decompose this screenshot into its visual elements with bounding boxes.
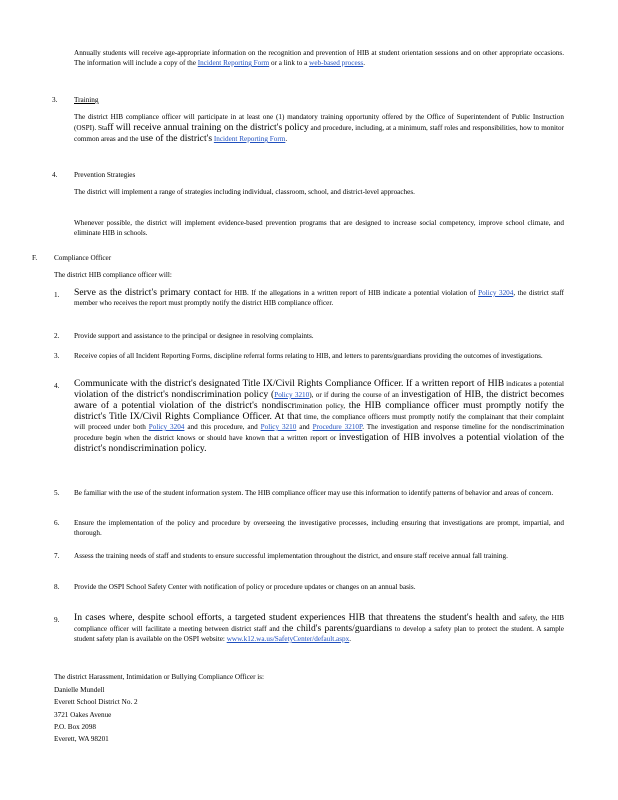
contact-intro: The district Harassment, Intimidation or Bullying Compliance Officer is: [54,673,265,681]
annual-paragraph [74,48,564,68]
item-4-large-8: investigation of HIB involves a potential violation of the district's nondiscrimination policy. [74,432,565,454]
section-f-label: F. [32,254,38,262]
item-9-text-2a: safety, the HIB compliance officer will facilitate a meeting between district staff and t [74,614,565,633]
training-paragraph [74,112,564,144]
annual-end: . [363,59,366,67]
item-4-text-6c: . The investigation and response timeline [362,423,486,431]
item-6-text: Ensure the implementation of the policy and procedure by overseeing the investigative processes, including ensuring that investigations are prompt, impartial, and thorough. [74,519,564,537]
item-4-large-4: the HIB compliance officer must promptly notify the district's Title IX/Civil Rights Compliance Officer. At that [74,400,565,422]
item-4-text-6a: and this procedure, and [187,423,258,431]
prevention-paragraph-1: The district will implement a range of strategies including individual, classroom, school, and district-level approaches. [74,188,415,196]
training-text-large: ff will receive annual training on the district's policy [107,122,309,133]
item-3-text: Receive copies of all Incident Reporting Forms, discipline referral forms relating to HIB, and letters to parents/guardians providing the outcomes of investigations. [74,352,543,360]
item-2-number: 2. [54,332,60,340]
item-4-text-5: time, the compliance officers must promptly notify the complainant that their complaint will proceed under both [74,413,564,431]
ospi-safety-center-link[interactable]: www.k12.wa.us/SafetyCenter/default.aspx [226,635,350,643]
contact-city: Everett, WA 98201 [54,735,109,743]
item-1-large-text: Serve as the district's primary contact [74,287,222,298]
incident-reporting-form-link[interactable]: Incident Reporting Form [197,59,270,67]
training-text-1: The district HIB compliance officer will participate in at least one (1) mandatory training opportunity offered by the Office of Superintendent of Public Instruction (OSPI). Sta [74,113,564,132]
section-4-number: 4. [52,171,58,179]
section-3-title: Training [74,96,99,104]
item-9-text-3: to develop a safety plan to protect the student. A sample student safety plan is available on the OSPI website: [74,625,564,643]
contact-name: Danielle Mundell [54,686,105,694]
procedure-3210p-link[interactable]: Procedure 3210P [312,423,363,431]
item-4-text-2a: indicates a potential [506,380,564,388]
item-4-text-7: for the nondiscrimination procedure begin when the district knows or should have known that a written report or [74,423,565,442]
prevention-paragraph-2: Whenever possible, the district will implement evidence-based prevention programs that are designed to increase social competency, improve school climate, and eliminate HIB in schools. [74,219,564,237]
annual-text: Annually students will receive age-appropriate information on the recognition and prevention of HIB at student orientation sessions and on other appropriate occasions. The information will include a copy of the [74,49,564,67]
item-4-large-2: violation of the district's nondiscrimination policy ( [74,389,275,400]
item-4-number: 4. [54,382,60,390]
item-8-text: Provide the OSPI School Safety Center with notification of policy or procedure updates or changes on an annual basis. [74,583,416,591]
item-1-text [74,287,564,308]
item-5-number: 5. [54,489,60,497]
item-7-text: Assess the training needs of staff and students to ensure successful implementation throughout the district, and ensure staff receive annual fall training. [74,552,508,560]
training-end: . [285,135,288,143]
training-incident-form-link[interactable]: Incident Reporting Form [213,135,286,143]
item-9-large-1: In cases where, despite school efforts, a targeted student experiences HIB that threatens the student's health and [74,612,517,623]
item-6-number: 6. [54,519,60,527]
policy-3210-link[interactable]: Policy 3210 [274,391,310,399]
policy-3204-link[interactable]: Policy 3204 [478,289,514,297]
section-4-title: Prevention Strategies [74,171,136,179]
item-8-number: 8. [54,583,60,591]
item-9-tail: . [349,635,351,643]
contact-org: Everett School District No. 2 [54,698,138,706]
contact-street: 3721 Oakes Avenue [54,711,112,719]
item-4-large-3: investigation of HIB, the district becomes aware of a potential violation of the district's nondiscr [74,389,564,411]
item-4-text [74,378,564,454]
web-based-process-link[interactable]: web-based process [309,59,364,67]
item-9-large-2: he child's parents/guardians [284,623,393,634]
section-f-title: Compliance Officer [54,254,112,262]
section-f-intro: The district HIB compliance officer will: [54,271,172,279]
item-2-text: Provide support and assistance to the principal or designee in resolving complaints. [74,332,314,340]
item-4-text-3b: imination policy, [294,402,346,410]
item-5-text: Be familiar with the use of the student information system. The HIB compliance officer may use this information to identify patterns of behavior and areas of concern. [74,489,554,497]
item-4-text-2b: ), or if during the course of an [309,391,399,399]
section-3-number: 3. [52,96,58,104]
item-7-number: 7. [54,552,60,560]
item-4-text-6b: and [299,423,310,431]
policy-3204-link-2[interactable]: Policy 3204 [148,423,185,431]
item-3-number: 3. [54,352,60,360]
annual-mid-text: or a link to a [271,59,308,67]
contact-po-box: P.O. Box 2098 [54,723,96,731]
item-9-number: 9. [54,616,60,624]
policy-3210-link-2[interactable]: Policy 3210 [260,423,297,431]
item-1-tail: , the district staff member who receives the report must promptly notify the district HIB compliance officer. [74,289,565,307]
item-1-number: 1. [54,291,60,299]
item-4-large-1: Communicate with the district's designated Title IX/Civil Rights Compliance Officer. If a written report of HIB [74,378,505,389]
item-1-body: for HIB. If the allegations in a written report of HIB indicate a potential violation of [223,289,476,297]
training-text-3: use of the district's [140,133,213,144]
item-9-text [74,612,564,644]
training-text-2: and procedure, including, at a minimum, staff roles and responsibilities, how to monitor common areas and the [74,124,564,143]
